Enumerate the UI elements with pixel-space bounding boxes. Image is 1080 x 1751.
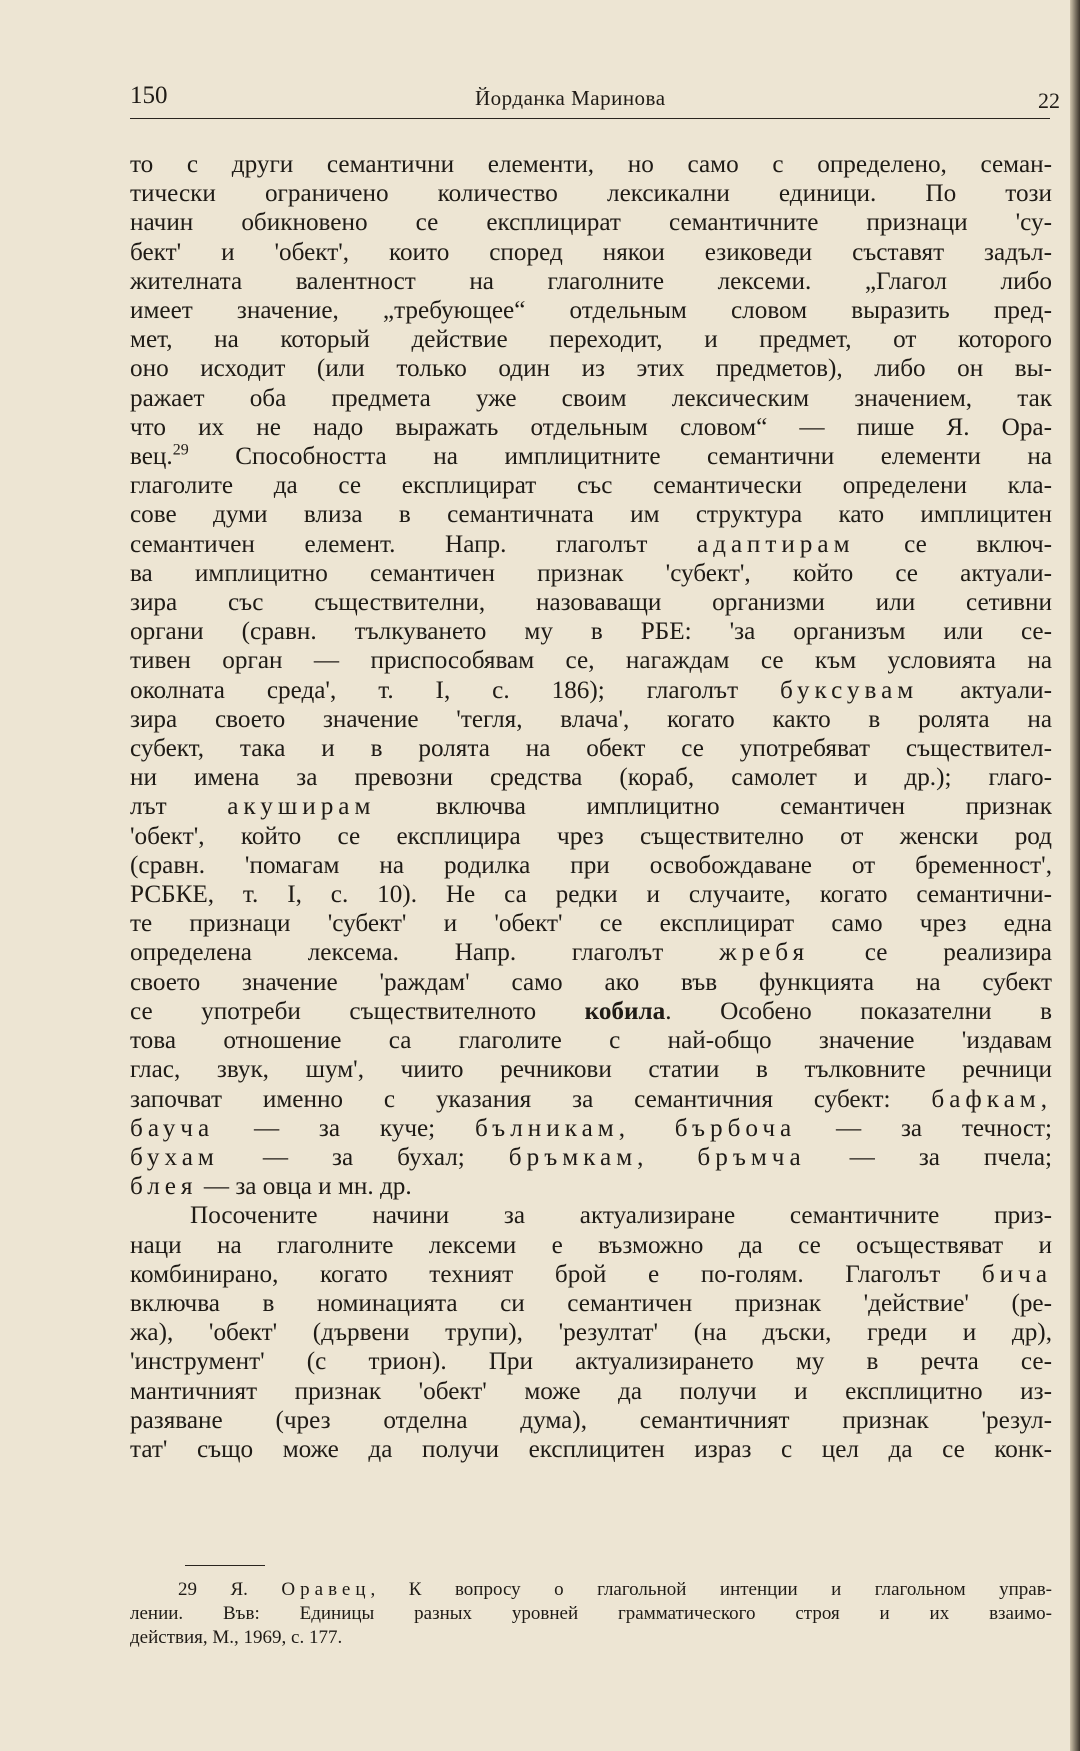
example-word: бълникам, бърбоча [474, 1114, 797, 1142]
bold-word: кобила [584, 997, 666, 1025]
text-fragment: — за пчела; [805, 1143, 1052, 1171]
text-line [130, 938, 1052, 967]
text-fragment: определена лексема. Напр. глаголът [130, 939, 664, 967]
footnote-line [130, 1578, 1052, 1602]
running-head: Йорданка Маринова [475, 86, 666, 110]
text-line: зира със съществителни, назоваващи организми или сетивни [130, 589, 1052, 617]
side-number: 22 [1038, 88, 1060, 113]
example-word: акуширам [227, 793, 376, 821]
text-line: оно исходит (или только один из этих предметов), либо он вы- [130, 355, 1052, 383]
text-line: жителната валентност на глаголните лексеми. „Глагол либо [130, 267, 1052, 295]
text-line: Посочените начини за актуализиране семантичните приз- [190, 1202, 1052, 1230]
footnote-line: лении. Във: Единицы разных уровней грамматического строя и их взаимо- [130, 1603, 1052, 1624]
example-word: бафкам, [931, 1085, 1052, 1113]
text-line [130, 530, 1052, 559]
text-fragment: вец. [130, 443, 173, 471]
text-line: включва в номинацията си семантичен признак 'действие' (ре- [130, 1289, 1052, 1317]
text-line: зира своето значение 'тегля, влача', когато както в ролята на [130, 705, 1052, 733]
text-line: своето значение 'раждам' само ако във функцията на субект [130, 968, 1052, 996]
example-word: Оравец [281, 1579, 371, 1600]
text-fragment: започват именно с указания за семантичния субект: [130, 1085, 891, 1113]
text-line: мет, на который действие переходит, и предмет, от которого [130, 326, 1052, 354]
text-line: субект, така и в ролята на обект се употребяват съществител- [130, 735, 1052, 763]
text-fragment: Способността на имплицитните семантични елементи на [188, 443, 1052, 471]
example-word: блея [130, 1173, 198, 1201]
text-line: тат' също може да получи експлицитен израз с цел да се конк- [130, 1435, 1052, 1463]
text-line: сове думи влиза в семантичната им структура като имплицитен [130, 501, 1052, 529]
text-line: 'обект', който се експлицира чрез съществително от женски род [130, 822, 1052, 850]
text-fragment: , К вопросу о глагольной интенции и глагольном управ- [370, 1579, 1052, 1600]
text-fragment: бухал; [353, 1143, 509, 1171]
text-line: ва имплицитно семантичен признак 'субект', който се актуали- [130, 559, 1052, 587]
text-line: глас, звук, шум', чиито речникови статии в тълковните речници [130, 1056, 1052, 1084]
text-line: органи (сравн. тълкуването му в РБЕ: 'за организъм или се- [130, 618, 1052, 646]
text-fragment: се употреби съществителното [130, 997, 537, 1025]
page-header [130, 78, 1060, 118]
text-line: жа), 'обект' (дървени трупи), 'резултат' (на дъски, греди и др), [130, 1319, 1052, 1347]
text-line: разяване (чрез отделна дума), семантичният признак 'резул- [130, 1406, 1052, 1434]
text-fragment: семантичен елемент. Напр. глаголът [130, 530, 648, 558]
text-line [130, 676, 1052, 705]
text-line: то с други семантични елементи, но само с определено, семан- [130, 151, 1052, 178]
text-line: имеет значение, „требующее“ отдельным словом выразить пред- [130, 297, 1052, 325]
text-line: това отношение са глаголите с най-общо значение 'издавам [130, 1027, 1052, 1055]
example-word: бича [981, 1260, 1053, 1288]
text-line [130, 997, 1052, 1026]
example-word: бръмкам, бръмча [508, 1143, 806, 1171]
text-fragment: . Особено показателни в [665, 997, 1052, 1025]
example-word: буксувам [780, 676, 919, 704]
text-line: тивен орган — приспособявам се, нагаждам се към условията на [130, 647, 1052, 675]
text-line: начин обикновено се експлицират семантичните признаци 'су- [130, 209, 1052, 237]
text-line: тически ограничено количество лексикални единици. По този [130, 180, 1052, 208]
text-fragment: лът [130, 793, 167, 821]
text-fragment: комбинирано, когато техният брой е по-голям. Глаголът [130, 1260, 941, 1288]
text-line [130, 1114, 1052, 1143]
footnote-rule [185, 1565, 265, 1566]
text-fragment: се включ- [854, 530, 1052, 558]
text-line: ражает оба предмета уже своим лексическим значением, так [130, 384, 1052, 412]
text-fragment: околната среда', т. I, с. 186); глаголът [130, 676, 739, 704]
example-word: жребя [719, 939, 810, 967]
text-line: мантичният признак 'обект' може да получи и експлицитно из- [130, 1377, 1052, 1405]
text-fragment: се реализира [809, 939, 1052, 967]
text-line [130, 442, 1052, 471]
text-fragment: включва имплицитно семантичен признак [375, 793, 1052, 821]
text-line: бект' и 'обект', които според някои езиковеди съставят задъл- [130, 238, 1052, 266]
text-line: глаголите да се експлицират със семантически определени кла- [130, 472, 1052, 500]
text-line: РСБКЕ, т. I, с. 10). Не са редки и случаите, когато семантични- [130, 881, 1052, 909]
text-line [130, 1260, 1052, 1289]
example-word: бауча [130, 1114, 215, 1142]
text-fragment: — за течност; [796, 1114, 1053, 1142]
text-line [130, 1085, 1052, 1114]
text-line: (сравн. 'помагам на родилка при освобождаване от бременност', [130, 851, 1052, 879]
text-line: что их не надо выражать отдельным словом“ — пише Я. Ора- [130, 413, 1052, 441]
footnote-ref: 29 [172, 441, 189, 459]
page-edge [1070, 0, 1080, 1751]
example-word: адаптирам [697, 530, 855, 558]
text-fragment: — за [262, 1143, 354, 1171]
text-line [130, 792, 1052, 821]
text-fragment: 29 Я. [178, 1579, 282, 1600]
text-line: ни имена за превозни средства (кораб, самолет и др.); глаго- [130, 764, 1052, 792]
header-rule [130, 118, 1050, 119]
text-fragment: — за куче; [253, 1114, 436, 1142]
text-line: наци на глаголните лексеми е възможно да се осъществяват и [130, 1231, 1052, 1259]
text-fragment: — за овца и мн. др. [203, 1173, 412, 1201]
text-line [130, 1143, 1052, 1172]
footnote [130, 1578, 1052, 1650]
footnote-line: действия, М., 1969, с. 177. [130, 1627, 343, 1648]
text-fragment: актуали- [918, 676, 1053, 704]
body-text [130, 150, 1052, 1464]
text-line: те признаци 'субект' и 'обект' се експлицират само чрез една [130, 910, 1052, 938]
text-line [130, 1172, 1052, 1201]
text-line: 'инструмент' (с трион). При актуализирането му в речта се- [130, 1348, 1052, 1376]
example-word: бухам [130, 1143, 219, 1171]
page-number: 150 [130, 82, 168, 109]
